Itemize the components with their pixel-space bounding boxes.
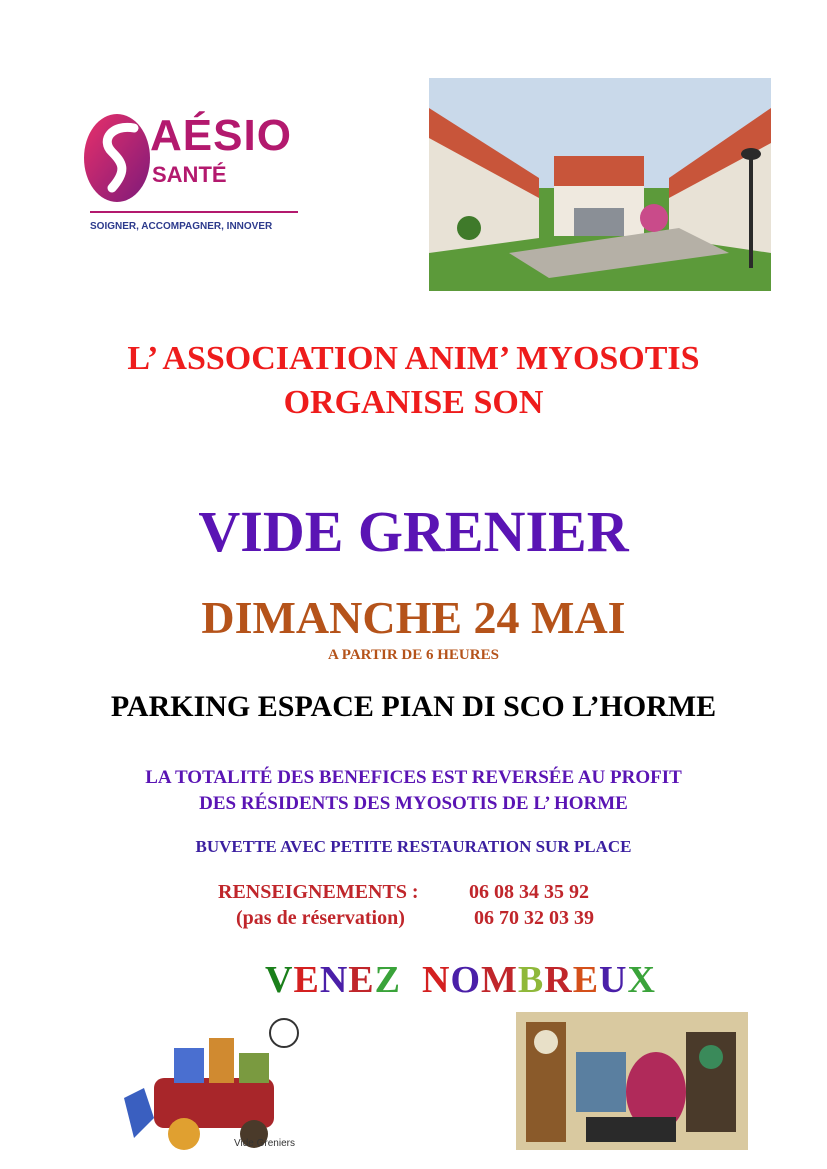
logo-divider (90, 211, 298, 213)
logo-tagline: SOIGNER, ACCOMPAGNER, INNOVER (90, 221, 273, 232)
flea-market-cart-clipart (124, 1008, 316, 1154)
slogan-letter (401, 958, 412, 1002)
association-headline-line2: ORGANISE SON (283, 384, 544, 421)
slogan-letter: M (481, 959, 518, 1001)
slogan-letter: Z (374, 959, 401, 1001)
profit-notice-line2: DES RÉSIDENTS DES MYOSOTIS DE L’ HORME (199, 793, 628, 814)
slogan-letter: B (517, 959, 545, 1001)
contact-label: RENSEIGNEMENTS : (218, 881, 419, 903)
association-headline-line1: L’ ASSOCIATION ANIM’ MYOSOTIS (127, 340, 700, 377)
slogan-letter: X (627, 959, 656, 1001)
slogan-letter: V (265, 959, 294, 1001)
event-date: DIMANCHE 24 MAI (201, 592, 626, 643)
logo-sub-text: SANTÉ (152, 162, 227, 187)
venez-nombreux-slogan (265, 958, 656, 1002)
event-location: PARKING ESPACE PIAN DI SCO L’HORME (110, 690, 717, 723)
contact-phone-1: 06 08 34 35 92 (469, 881, 589, 903)
slogan-letter: E (293, 959, 320, 1001)
slogan-letter: O (450, 959, 481, 1001)
residence-building-photo (429, 78, 771, 291)
slogan-letter: N (421, 959, 451, 1001)
event-title: VIDE GRENIER (198, 499, 629, 564)
antiques-collage-clipart (516, 1012, 748, 1150)
contact-phone-2: 06 70 32 03 39 (474, 907, 594, 929)
slogan-letter: U (599, 959, 628, 1001)
profit-notice-line1: LA TOTALITÉ DES BENEFICES EST REVERSÉE AU PROFIT (145, 767, 682, 788)
slogan-letter: E (572, 959, 600, 1001)
contact-note: (pas de réservation) (236, 907, 405, 929)
slogan-letter: R (544, 959, 573, 1001)
buvette-notice: BUVETTE AVEC PETITE RESTAURATION SUR PLACE (195, 837, 632, 856)
aesio-sante-logo (82, 110, 304, 240)
slogan-letter: E (348, 959, 375, 1001)
aesio-swirl-icon (82, 110, 152, 205)
event-time: A PARTIR DE 6 HEURES (328, 647, 499, 663)
clipart-caption: Vide Greniers (234, 1138, 295, 1149)
logo-brand-text: AÉSIO (150, 111, 292, 160)
slogan-letter (411, 958, 422, 1002)
slogan-letter: N (319, 959, 349, 1001)
